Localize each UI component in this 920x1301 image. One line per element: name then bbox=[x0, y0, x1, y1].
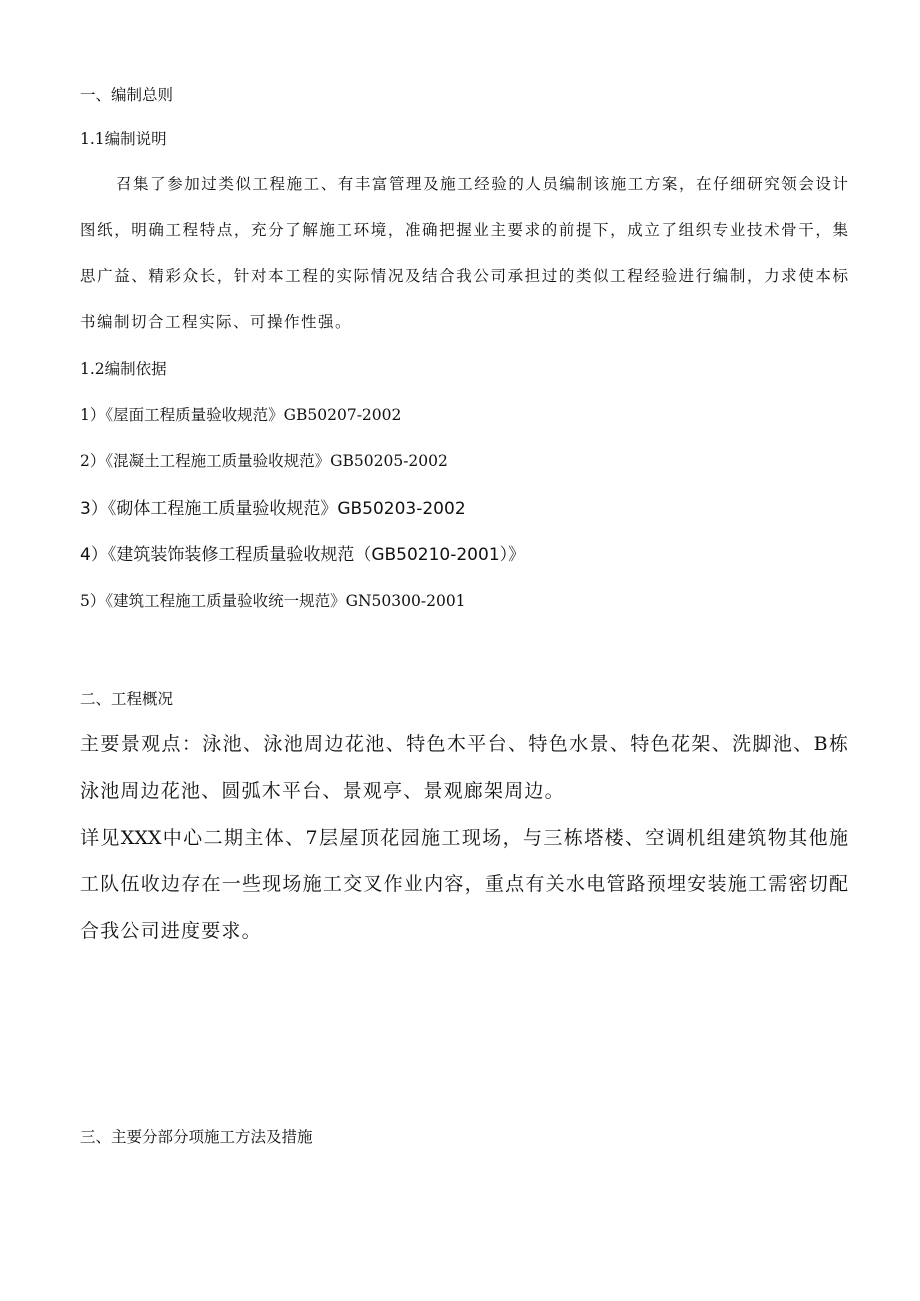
reference-item: 1）《屋面工程质量验收规范》GB50207-2002 bbox=[80, 406, 402, 424]
paragraph-line: 思广益、精彩众长，针对本工程的实际情况及结合我公司承担过的类似工程经验进行编制，力求使本标 bbox=[80, 267, 848, 285]
paragraph-line: 详见XXX中心二期主体、7层屋顶花园施工现场，与三栋塔楼、空调机组建筑物其他施 bbox=[80, 827, 848, 849]
paragraph-line: 合我公司进度要求。 bbox=[80, 920, 262, 942]
heading-section-2: 二、工程概况 bbox=[80, 690, 174, 708]
paragraph-line: 主要景观点：泳池、泳池周边花池、特色木平台、特色水景、特色花架、洗脚池、B栋 bbox=[80, 733, 848, 755]
paragraph-line: 书编制切合工程实际、可操作性强。 bbox=[80, 313, 353, 331]
reference-item: 3）《砌体工程施工质量验收规范》GB50203-2002 bbox=[80, 499, 466, 519]
heading-section-1: 一、编制总则 bbox=[80, 86, 174, 104]
heading-section-3: 三、主要分部分项施工方法及措施 bbox=[80, 1128, 313, 1146]
paragraph-line: 泳池周边花池、圆弧木平台、景观亭、景观廊架周边。 bbox=[80, 780, 565, 802]
heading-1-2: 1.2编制依据 bbox=[80, 360, 167, 378]
reference-item: 5）《建筑工程施工质量验收统一规范》GN50300-2001 bbox=[80, 592, 466, 610]
reference-item: 2）《混凝土工程施工质量验收规范》GB50205-2002 bbox=[80, 452, 448, 470]
reference-item: 4）《建筑装饰装修工程质量验收规范（GB50210-2001）》 bbox=[80, 545, 526, 565]
paragraph-line: 召集了参加过类似工程施工、有丰富管理及施工经验的人员编制该施工方案，在仔细研究领会设计 bbox=[116, 175, 848, 193]
heading-1-1: 1.1编制说明 bbox=[80, 130, 167, 148]
paragraph-line: 工队伍收边存在一些现场施工交叉作业内容，重点有关水电管路预埋安装施工需密切配 bbox=[80, 873, 848, 895]
paragraph-line: 图纸，明确工程特点，充分了解施工环境，准确把握业主要求的前提下，成立了组织专业技术骨干，集 bbox=[80, 221, 848, 239]
